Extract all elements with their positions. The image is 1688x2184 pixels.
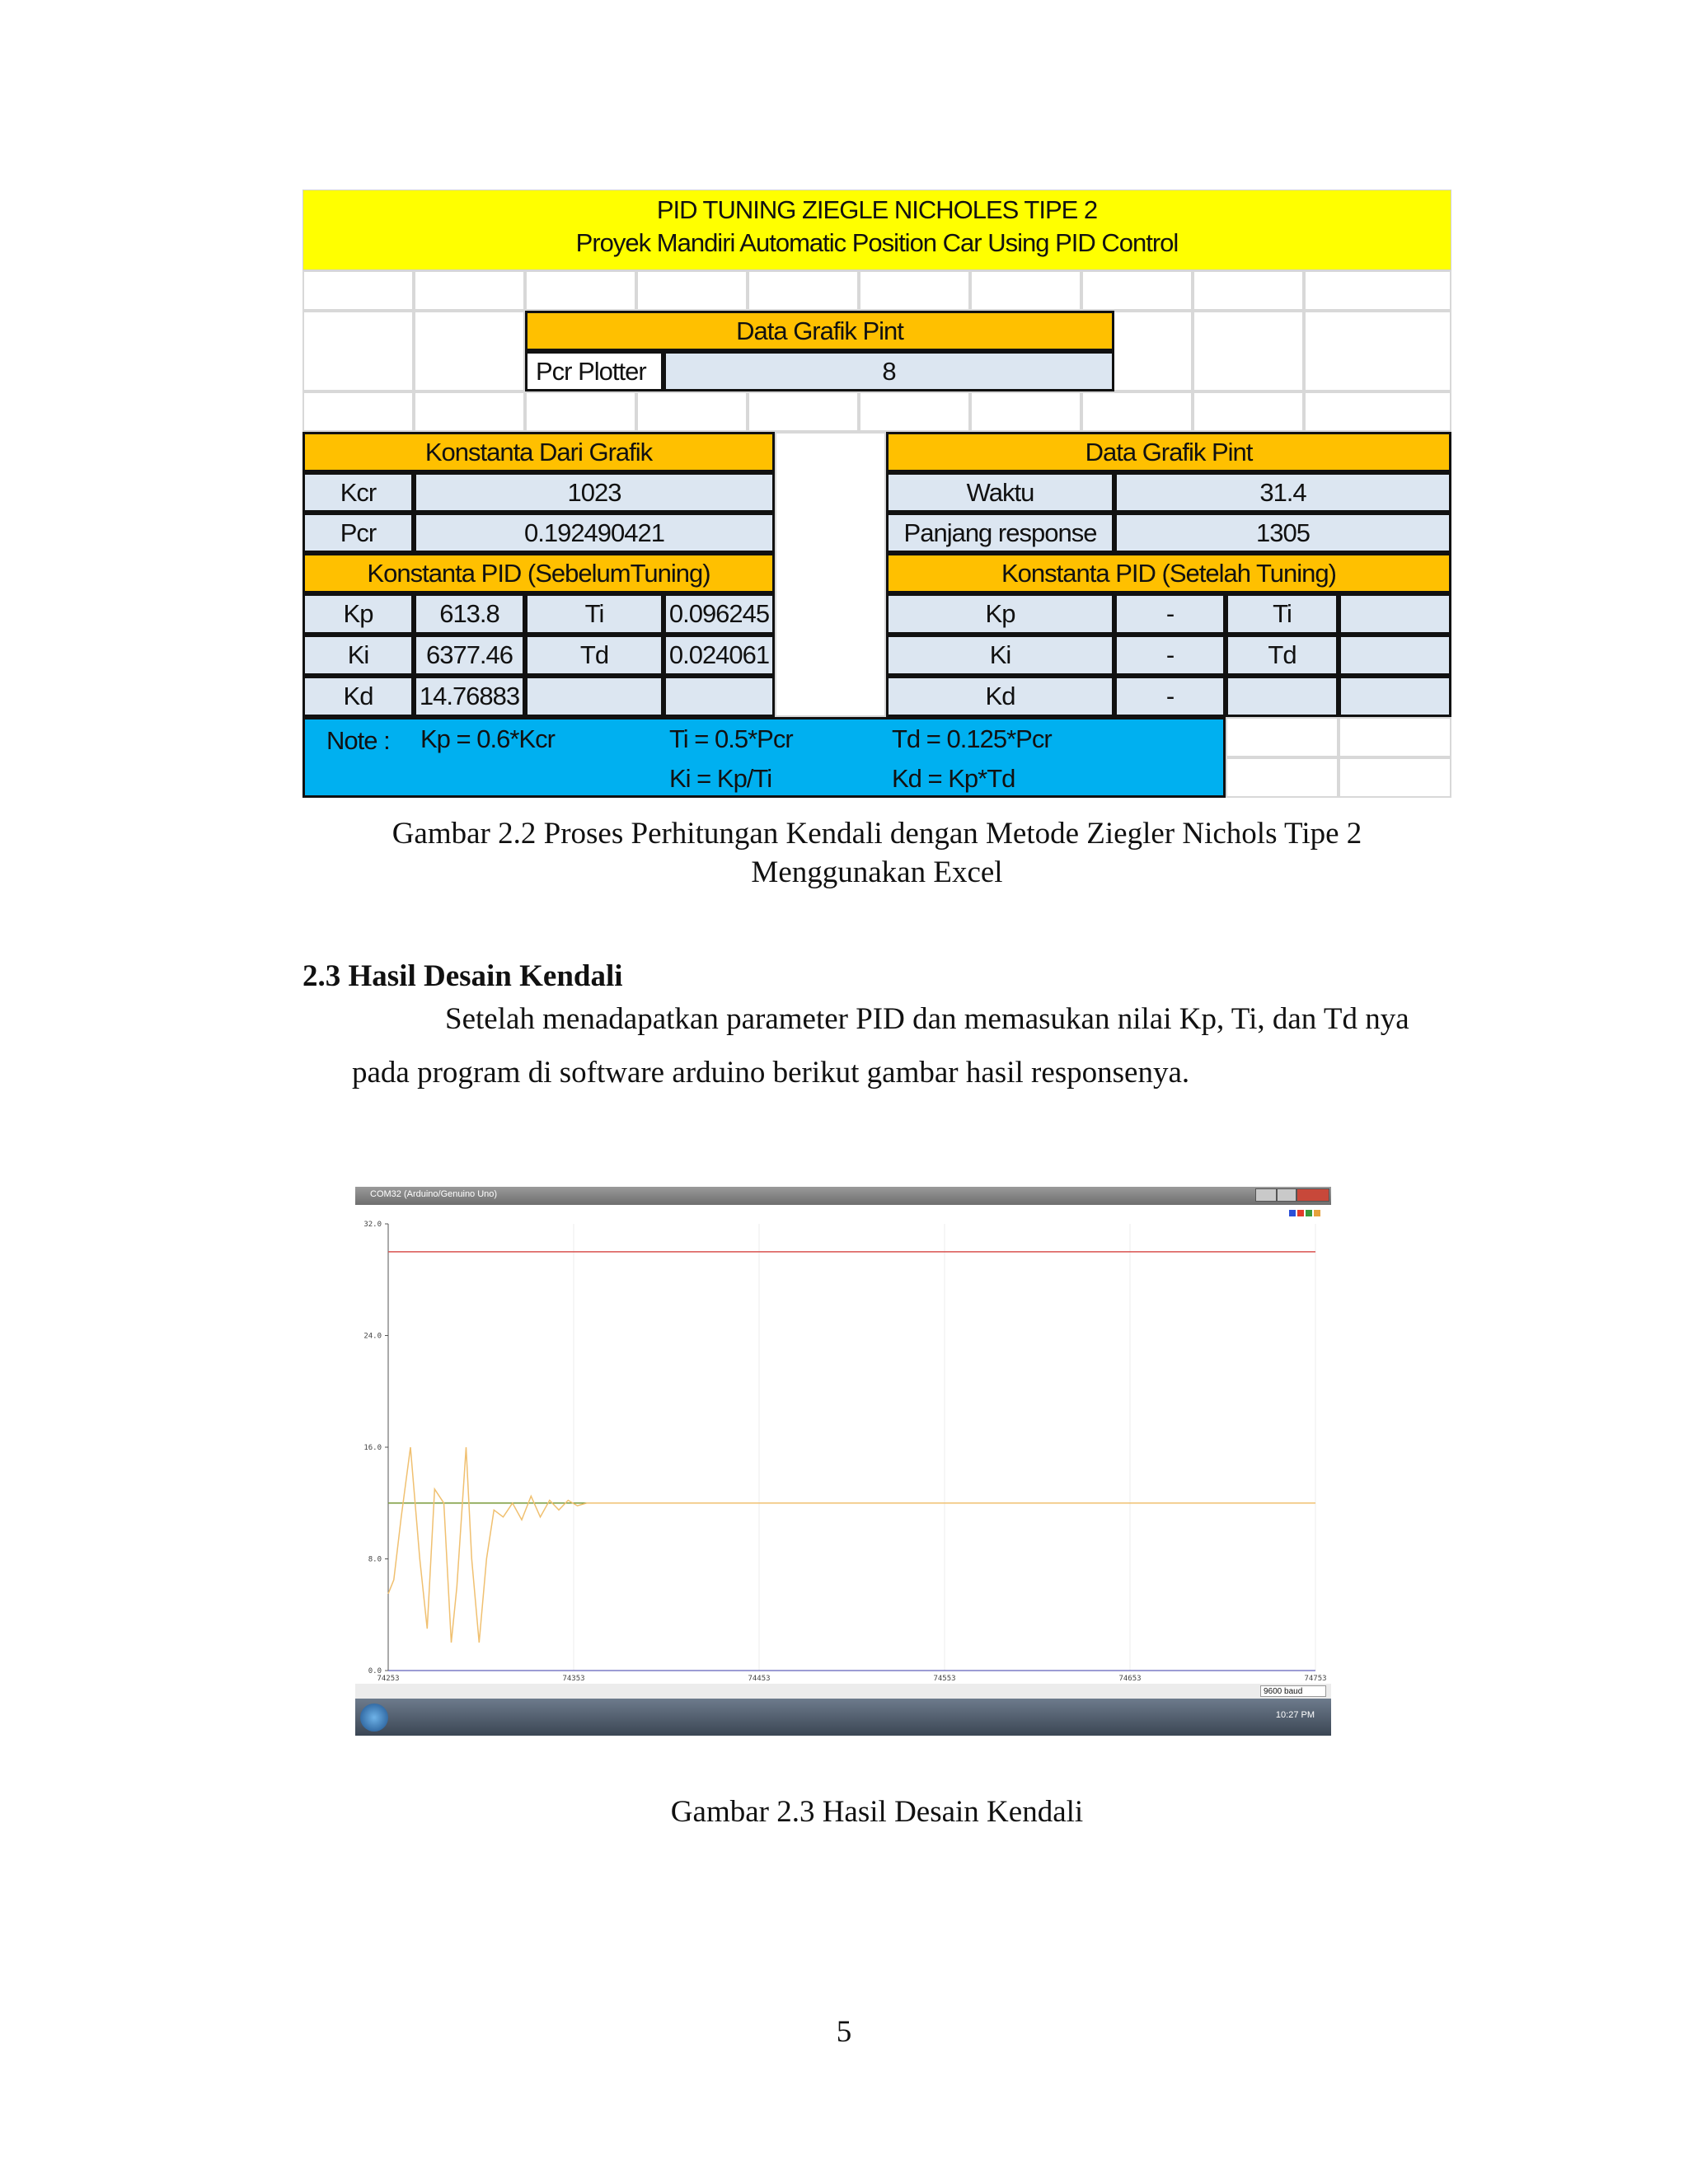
ki-label: Ki xyxy=(302,635,414,676)
grid-cell xyxy=(1339,717,1451,757)
note-formula-kp: Kp = 0.6*Kcr xyxy=(420,724,555,753)
taskbar-clock: 10:27 PM xyxy=(1275,1710,1315,1720)
grid-cell xyxy=(859,391,970,432)
baud-rate-select[interactable] xyxy=(1260,1685,1326,1697)
grid-cell xyxy=(775,432,886,717)
grid-cell xyxy=(1081,270,1193,311)
figure-caption-2-3: Gambar 2.3 Hasil Desain Kendali xyxy=(670,1795,1084,1829)
y-tick-label: 32.0 xyxy=(363,1221,382,1229)
kcr-label: Kcr xyxy=(302,472,414,513)
empty-cell xyxy=(1339,676,1451,717)
note-formula-td: Td = 0.125*Pcr xyxy=(892,724,1052,753)
td-label: Td xyxy=(525,635,663,676)
x-tick-label: 74553 xyxy=(933,1675,956,1683)
minimize-button[interactable] xyxy=(1255,1188,1277,1202)
grid-cell xyxy=(302,270,414,311)
grid-cell xyxy=(414,391,525,432)
grid-cell xyxy=(636,391,748,432)
top-box-value: 8 xyxy=(663,351,1114,391)
maximize-button[interactable] xyxy=(1277,1188,1296,1202)
ki-after-value: - xyxy=(1114,635,1226,676)
kp-label: Kp xyxy=(302,593,414,635)
series-line-2 xyxy=(388,1447,1315,1643)
pcr-value: 0.192490421 xyxy=(414,513,775,553)
x-tick-label: 74753 xyxy=(1304,1675,1327,1683)
ti-label: Ti xyxy=(525,593,663,635)
start-button-icon[interactable] xyxy=(360,1704,388,1732)
left-block-header: Konstanta Dari Grafik xyxy=(302,432,775,472)
td-after-value xyxy=(1339,635,1451,676)
x-tick-label: 74453 xyxy=(748,1675,771,1683)
top-box-header: Data Grafik Pint xyxy=(525,311,1114,351)
grid-cell xyxy=(1226,717,1339,757)
kcr-value: 1023 xyxy=(414,472,775,513)
paragraph-line-1: Setelah menadapatkan parameter PID dan memasukan nilai Kp, Ti, dan Td nya xyxy=(445,1002,1409,1036)
window-titlebar xyxy=(355,1187,1331,1205)
td-value: 0.024061 xyxy=(663,635,775,676)
figure-caption-2-2-cont: Menggunakan Excel xyxy=(751,855,1003,889)
grid-cell xyxy=(1304,270,1451,311)
grid-cell xyxy=(636,270,748,311)
grid-cell xyxy=(525,270,636,311)
grid-cell xyxy=(1081,391,1193,432)
grid-cell xyxy=(970,270,1081,311)
pid-before-header: Konstanta PID (SebelumTuning) xyxy=(302,553,775,593)
ki-after-label: Ki xyxy=(886,635,1114,676)
grid-cell xyxy=(1304,311,1451,391)
panjang-label: Panjang response xyxy=(886,513,1114,553)
panjang-value: 1305 xyxy=(1114,513,1451,553)
td-after-label: Td xyxy=(1226,635,1339,676)
y-tick-label: 24.0 xyxy=(363,1332,382,1341)
pid-after-header: Konstanta PID (Setelah Tuning) xyxy=(886,553,1451,593)
grid-cell xyxy=(748,391,859,432)
table-title-band xyxy=(302,190,1451,270)
grid-cell xyxy=(1304,391,1451,432)
grid-cell xyxy=(1339,757,1451,798)
waktu-label: Waktu xyxy=(886,472,1114,513)
note-box xyxy=(302,717,1226,798)
empty-cell xyxy=(525,676,663,717)
table-title: PID TUNING ZIEGLE NICHOLES TIPE 2 xyxy=(656,195,1098,224)
grid-cell xyxy=(1193,391,1304,432)
y-tick-label: 16.0 xyxy=(363,1444,382,1452)
grid-cell xyxy=(414,311,525,391)
grid-cell xyxy=(1226,757,1339,798)
grid-cell xyxy=(302,391,414,432)
grid-cell xyxy=(970,391,1081,432)
section-heading: 2.3 Hasil Desain Kendali xyxy=(302,959,623,993)
figure-caption-2-2: Gambar 2.2 Proses Perhitungan Kendali dengan Metode Ziegler Nichols Tipe 2 xyxy=(392,817,1362,851)
note-formula-ki: Ki = Kp/Ti xyxy=(669,764,772,793)
waktu-value: 31.4 xyxy=(1114,472,1451,513)
kp-after-label: Kp xyxy=(886,593,1114,635)
baud-rate-value: 9600 baud xyxy=(1264,1687,1303,1696)
ti-value: 0.096245 xyxy=(663,593,775,635)
page-number: 5 xyxy=(836,2015,852,2049)
ti-after-label: Ti xyxy=(1226,593,1339,635)
grid-cell xyxy=(525,391,636,432)
ki-value: 6377.46 xyxy=(414,635,525,676)
y-tick-label: 8.0 xyxy=(368,1555,382,1564)
top-box-label: Pcr Plotter xyxy=(525,351,663,391)
kd-after-label: Kd xyxy=(886,676,1114,717)
close-button[interactable] xyxy=(1296,1188,1329,1202)
x-tick-label: 74353 xyxy=(562,1675,585,1683)
window-title: COM32 (Arduino/Genuino Uno) xyxy=(370,1189,498,1199)
legend-swatch xyxy=(1314,1210,1320,1216)
pcr-label: Pcr xyxy=(302,513,414,553)
paragraph-line-2: pada program di software arduino berikut gambar hasil responsenya. xyxy=(352,1056,1190,1090)
legend-swatch xyxy=(1306,1210,1312,1216)
windows-taskbar xyxy=(355,1699,1331,1736)
legend-swatch xyxy=(1297,1210,1304,1216)
kd-after-value: - xyxy=(1114,676,1226,717)
note-label: Note : xyxy=(326,726,390,755)
x-tick-label: 74253 xyxy=(377,1675,400,1683)
kd-label: Kd xyxy=(302,676,414,717)
right-block-header: Data Grafik Pint xyxy=(886,432,1451,472)
note-formula-ti: Ti = 0.5*Pcr xyxy=(669,724,793,753)
kp-after-value: - xyxy=(1114,593,1226,635)
grid-cell xyxy=(859,270,970,311)
table-subtitle: Proyek Mandiri Automatic Position Car Using PID Control xyxy=(575,228,1179,257)
serial-plot xyxy=(355,1205,1331,1684)
legend-swatch xyxy=(1289,1210,1296,1216)
grid-cell xyxy=(1193,270,1304,311)
grid-cell xyxy=(302,311,414,391)
plotter-statusbar xyxy=(355,1684,1331,1699)
y-tick-label: 0.0 xyxy=(368,1667,382,1675)
kp-value: 613.8 xyxy=(414,593,525,635)
excel-table xyxy=(302,190,1451,798)
grid-cell xyxy=(748,270,859,311)
empty-cell xyxy=(1226,676,1339,717)
ti-after-value xyxy=(1339,593,1451,635)
grid-cell xyxy=(414,270,525,311)
x-tick-label: 74653 xyxy=(1118,1675,1142,1683)
note-formula-kd: Kd = Kp*Td xyxy=(892,764,1015,793)
empty-cell xyxy=(663,676,775,717)
kd-value: 14.76883 xyxy=(414,676,525,717)
serial-plotter-screenshot xyxy=(355,1187,1331,1736)
grid-cell xyxy=(1193,311,1304,391)
